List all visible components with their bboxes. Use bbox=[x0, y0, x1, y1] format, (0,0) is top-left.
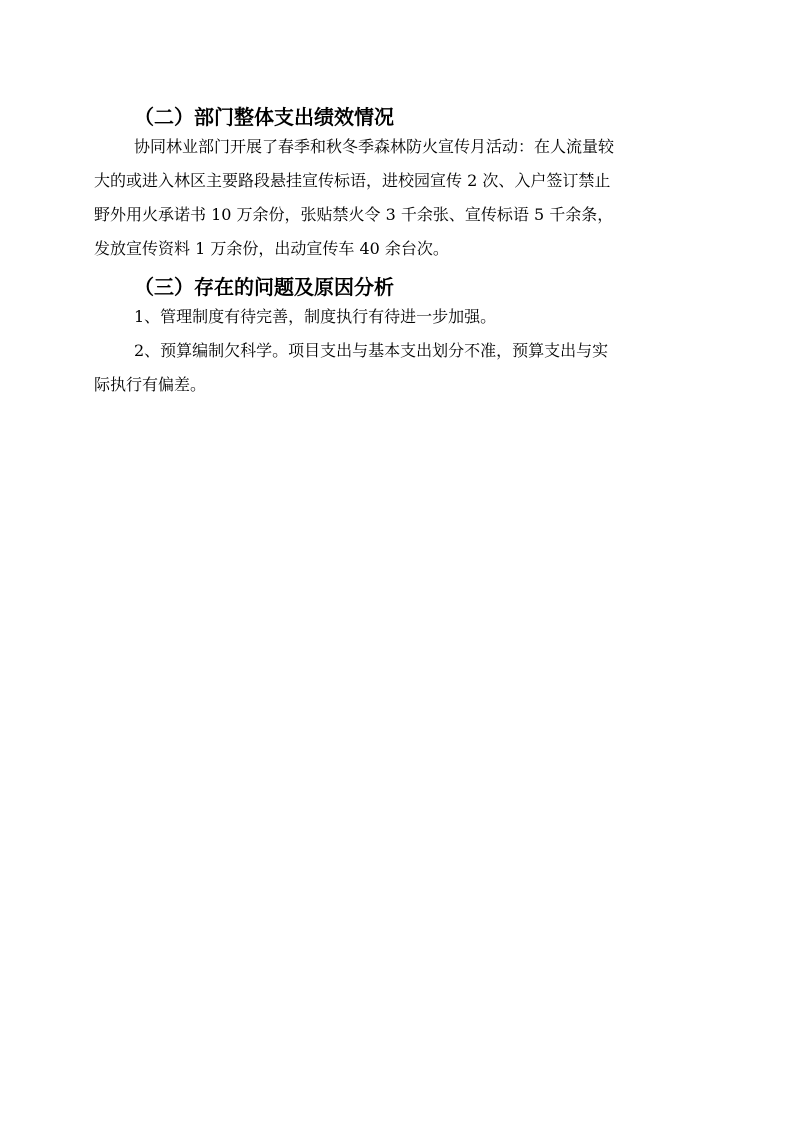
paragraph-line: 协同林业部门开展了春季和秋冬季森林防火宣传月活动：在人流量较 bbox=[134, 137, 615, 156]
performance-paragraph bbox=[94, 134, 704, 270]
problem-item-2 bbox=[94, 338, 704, 406]
section-heading-problems: （三）存在的问题及原因分析 bbox=[134, 275, 394, 299]
paragraph-line: 野外用火承诺书 10 万余份，张贴禁火令 3 千余张、宣传标语 5 千余条， bbox=[94, 205, 614, 224]
problem-item-text: 际执行有偏差。 bbox=[94, 375, 207, 394]
document-body bbox=[94, 100, 704, 406]
paragraph-line: 大的或进入林区主要路段悬挂宣传标语，进校园宣传 2 次、入户签订禁止 bbox=[94, 171, 611, 190]
paragraph-line: 发放宣传资料 1 万余份，出动宣传车 40 余台次。 bbox=[94, 239, 449, 258]
problem-item-text: 2、预算编制欠科学。项目支出与基本支出划分不准，预算支出与实 bbox=[134, 341, 609, 360]
section-heading-performance: （二）部门整体支出绩效情况 bbox=[134, 105, 394, 129]
problem-item-text: 1、管理制度有待完善，制度执行有待进一步加强。 bbox=[134, 307, 497, 326]
problem-item-1 bbox=[94, 304, 704, 338]
